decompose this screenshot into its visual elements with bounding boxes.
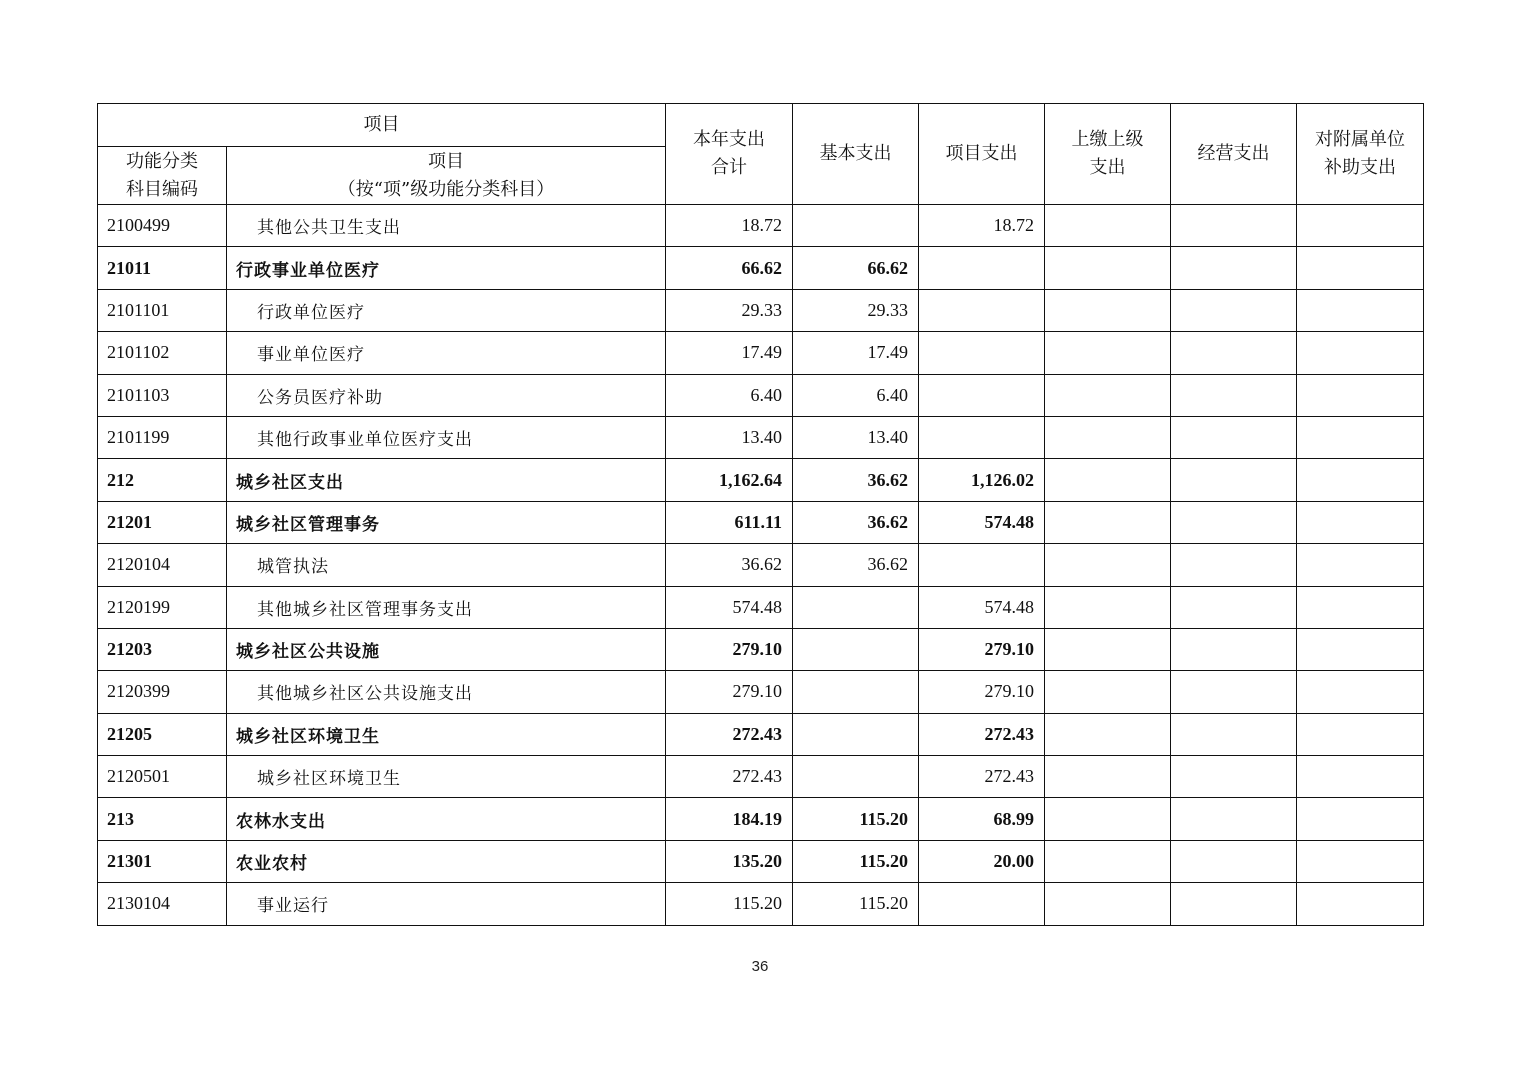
row-upper — [1045, 586, 1171, 628]
row-name: 公务员医疗补助 — [227, 374, 666, 416]
row-project: 68.99 — [919, 798, 1045, 840]
row-code: 21301 — [98, 840, 227, 882]
row-subsidy — [1297, 756, 1424, 798]
row-project — [919, 544, 1045, 586]
table-row — [98, 501, 1424, 543]
row-basic: 6.40 — [793, 374, 919, 416]
row-subsidy — [1297, 205, 1424, 247]
row-total: 574.48 — [666, 586, 793, 628]
row-business — [1171, 883, 1297, 925]
header-business: 经营支出 — [1171, 104, 1297, 205]
table-row — [98, 205, 1424, 247]
row-upper — [1045, 416, 1171, 458]
row-total: 36.62 — [666, 544, 793, 586]
row-total: 1,162.64 — [666, 459, 793, 501]
header-subsidy-line1: 对附属单位 — [1315, 129, 1405, 150]
row-total: 6.40 — [666, 374, 793, 416]
row-basic: 36.62 — [793, 459, 919, 501]
row-total: 29.33 — [666, 289, 793, 331]
row-project: 20.00 — [919, 840, 1045, 882]
row-basic: 17.49 — [793, 332, 919, 374]
header-name-line1: 项目 — [428, 150, 464, 172]
row-upper — [1045, 459, 1171, 501]
row-subsidy — [1297, 798, 1424, 840]
row-upper — [1045, 628, 1171, 670]
row-business — [1171, 416, 1297, 458]
row-project: 279.10 — [919, 671, 1045, 713]
row-name: 其他城乡社区管理事务支出 — [227, 586, 666, 628]
row-project — [919, 374, 1045, 416]
row-project: 574.48 — [919, 586, 1045, 628]
table-row — [98, 628, 1424, 670]
row-code: 2101101 — [98, 289, 227, 331]
row-subsidy — [1297, 628, 1424, 670]
row-code: 2100499 — [98, 205, 227, 247]
expenditure-table — [97, 103, 1424, 926]
table-row — [98, 798, 1424, 840]
row-upper — [1045, 374, 1171, 416]
row-business — [1171, 332, 1297, 374]
row-upper — [1045, 883, 1171, 925]
row-business — [1171, 671, 1297, 713]
row-code: 2120199 — [98, 586, 227, 628]
row-upper — [1045, 205, 1171, 247]
row-basic — [793, 756, 919, 798]
row-project — [919, 289, 1045, 331]
row-project — [919, 883, 1045, 925]
header-subsidy — [1297, 104, 1424, 205]
row-basic: 115.20 — [793, 883, 919, 925]
row-upper — [1045, 798, 1171, 840]
row-basic: 115.20 — [793, 840, 919, 882]
row-total: 18.72 — [666, 205, 793, 247]
header-upper — [1045, 104, 1171, 205]
header-code-line1: 功能分类 — [126, 150, 198, 172]
header-name-line2: （按“项”级功能分类科目） — [337, 178, 555, 200]
table-row — [98, 374, 1424, 416]
header-upper-line2: 支出 — [1089, 157, 1126, 178]
row-total: 279.10 — [666, 671, 793, 713]
row-total: 135.20 — [666, 840, 793, 882]
row-name: 城乡社区公共设施 — [227, 628, 666, 670]
row-subsidy — [1297, 459, 1424, 501]
row-total: 611.11 — [666, 501, 793, 543]
row-basic: 13.40 — [793, 416, 919, 458]
row-code: 2101199 — [98, 416, 227, 458]
header-code-line2: 科目编码 — [126, 178, 198, 200]
row-code: 21011 — [98, 247, 227, 289]
row-name: 城管执法 — [227, 544, 666, 586]
row-business — [1171, 459, 1297, 501]
row-business — [1171, 205, 1297, 247]
header-code — [98, 147, 227, 205]
row-project: 574.48 — [919, 501, 1045, 543]
row-code: 2120399 — [98, 671, 227, 713]
row-upper — [1045, 756, 1171, 798]
header-basic: 基本支出 — [793, 104, 919, 205]
row-total: 17.49 — [666, 332, 793, 374]
table-row — [98, 586, 1424, 628]
row-total: 279.10 — [666, 628, 793, 670]
row-business — [1171, 501, 1297, 543]
row-code: 21203 — [98, 628, 227, 670]
row-upper — [1045, 713, 1171, 755]
row-business — [1171, 247, 1297, 289]
header-upper-line1: 上缴上级 — [1071, 129, 1144, 150]
table-row — [98, 713, 1424, 755]
table-row — [98, 416, 1424, 458]
row-total: 13.40 — [666, 416, 793, 458]
page-number: 36 — [751, 958, 769, 975]
row-subsidy — [1297, 883, 1424, 925]
row-code: 2120104 — [98, 544, 227, 586]
row-subsidy — [1297, 671, 1424, 713]
row-code: 2101103 — [98, 374, 227, 416]
row-code: 2101102 — [98, 332, 227, 374]
row-project — [919, 416, 1045, 458]
row-code: 21201 — [98, 501, 227, 543]
table-row — [98, 332, 1424, 374]
row-name: 其他城乡社区公共设施支出 — [227, 671, 666, 713]
row-basic: 29.33 — [793, 289, 919, 331]
row-business — [1171, 374, 1297, 416]
row-upper — [1045, 289, 1171, 331]
row-basic — [793, 671, 919, 713]
table-row — [98, 459, 1424, 501]
header-item: 项目 — [98, 104, 666, 147]
row-name: 农业农村 — [227, 840, 666, 882]
row-name: 其他行政事业单位医疗支出 — [227, 416, 666, 458]
row-total: 184.19 — [666, 798, 793, 840]
row-name: 行政单位医疗 — [227, 289, 666, 331]
table-row — [98, 671, 1424, 713]
row-project — [919, 332, 1045, 374]
row-name: 农林水支出 — [227, 798, 666, 840]
row-subsidy — [1297, 289, 1424, 331]
row-subsidy — [1297, 840, 1424, 882]
row-project — [919, 247, 1045, 289]
row-business — [1171, 756, 1297, 798]
row-upper — [1045, 671, 1171, 713]
row-project: 279.10 — [919, 628, 1045, 670]
row-code: 2130104 — [98, 883, 227, 925]
row-name: 事业运行 — [227, 883, 666, 925]
row-subsidy — [1297, 501, 1424, 543]
row-business — [1171, 586, 1297, 628]
row-project: 1,126.02 — [919, 459, 1045, 501]
header-total — [666, 104, 793, 205]
row-name: 城乡社区环境卫生 — [227, 713, 666, 755]
row-business — [1171, 544, 1297, 586]
row-basic: 36.62 — [793, 544, 919, 586]
row-name: 事业单位医疗 — [227, 332, 666, 374]
row-project: 18.72 — [919, 205, 1045, 247]
table-row — [98, 247, 1424, 289]
header-total-line1: 本年支出 — [693, 129, 765, 150]
row-project: 272.43 — [919, 713, 1045, 755]
header-total-line2: 合计 — [711, 157, 747, 178]
row-upper — [1045, 332, 1171, 374]
row-subsidy — [1297, 247, 1424, 289]
header-project: 项目支出 — [919, 104, 1045, 205]
row-business — [1171, 289, 1297, 331]
row-subsidy — [1297, 332, 1424, 374]
row-name: 行政事业单位医疗 — [227, 247, 666, 289]
row-basic — [793, 205, 919, 247]
row-code: 213 — [98, 798, 227, 840]
row-business — [1171, 628, 1297, 670]
row-upper — [1045, 501, 1171, 543]
row-basic: 66.62 — [793, 247, 919, 289]
row-code: 2120501 — [98, 756, 227, 798]
row-code: 21205 — [98, 713, 227, 755]
row-business — [1171, 713, 1297, 755]
header-subsidy-line2: 补助支出 — [1324, 157, 1396, 178]
table-row — [98, 289, 1424, 331]
row-basic: 115.20 — [793, 798, 919, 840]
row-subsidy — [1297, 416, 1424, 458]
row-subsidy — [1297, 544, 1424, 586]
table-row — [98, 883, 1424, 925]
row-business — [1171, 840, 1297, 882]
table-body — [98, 205, 1424, 926]
row-total: 115.20 — [666, 883, 793, 925]
row-upper — [1045, 247, 1171, 289]
row-upper — [1045, 544, 1171, 586]
row-basic: 36.62 — [793, 501, 919, 543]
row-basic — [793, 586, 919, 628]
row-total: 272.43 — [666, 713, 793, 755]
header-name — [227, 147, 666, 205]
row-subsidy — [1297, 374, 1424, 416]
row-total: 66.62 — [666, 247, 793, 289]
row-subsidy — [1297, 586, 1424, 628]
row-project: 272.43 — [919, 756, 1045, 798]
row-name: 其他公共卫生支出 — [227, 205, 666, 247]
table-row — [98, 544, 1424, 586]
row-code: 212 — [98, 459, 227, 501]
table-row — [98, 840, 1424, 882]
row-name: 城乡社区管理事务 — [227, 501, 666, 543]
row-subsidy — [1297, 713, 1424, 755]
row-upper — [1045, 840, 1171, 882]
row-name: 城乡社区支出 — [227, 459, 666, 501]
row-business — [1171, 798, 1297, 840]
row-basic — [793, 713, 919, 755]
row-total: 272.43 — [666, 756, 793, 798]
row-basic — [793, 628, 919, 670]
table-row — [98, 756, 1424, 798]
row-name: 城乡社区环境卫生 — [227, 756, 666, 798]
